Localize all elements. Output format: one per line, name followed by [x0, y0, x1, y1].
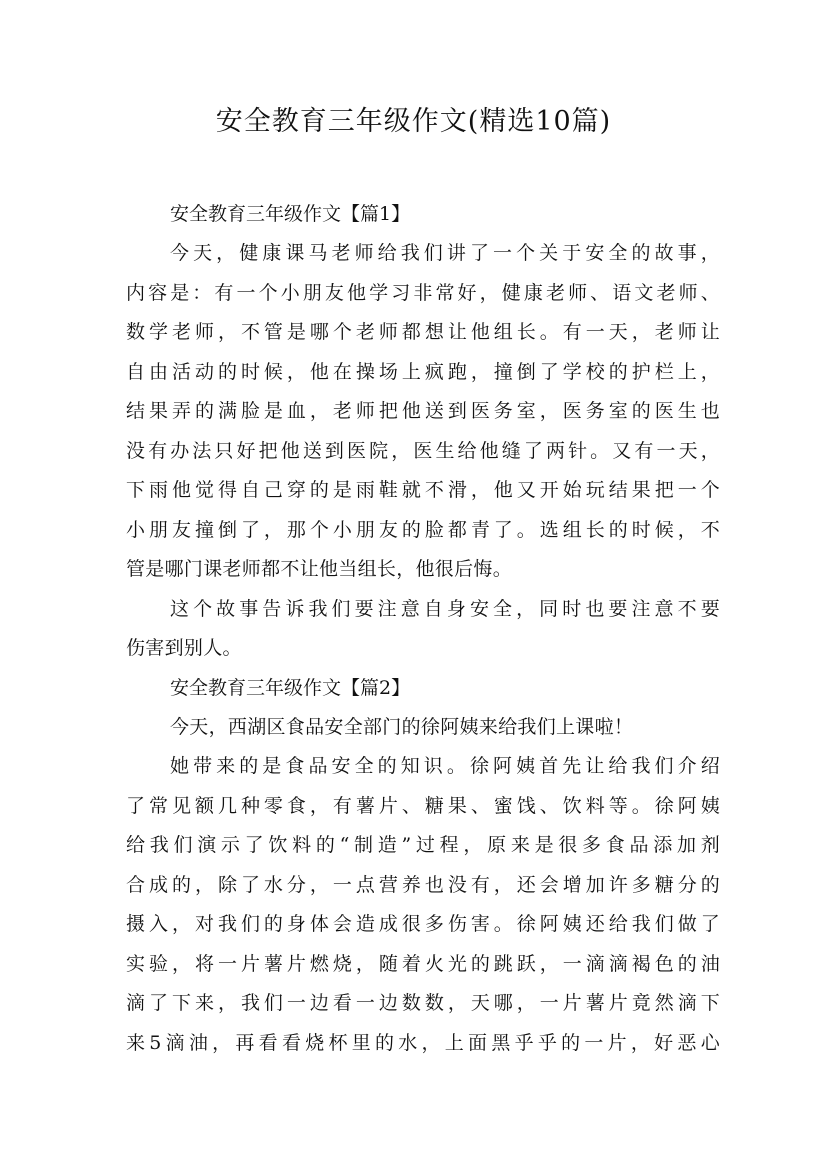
section-heading: 安全教育三年级作文【篇2】 [170, 676, 411, 699]
text-line: 伤害到别人。 [126, 637, 242, 659]
text-line: 今天，西湖区食品安全部门的徐阿姨来给我们上课啦！ [170, 715, 634, 738]
document-body [126, 195, 720, 1063]
text-line: 了常见额几种零食，有薯片、糖果、蜜饯、饮料等。徐阿姨 [126, 794, 720, 817]
section-2 [126, 669, 720, 1064]
text-line: 内容是：有一个小朋友他学习非常好，健康老师、语文老师、 [126, 281, 720, 304]
text-line: 摄入，对我们的身体会造成很多伤害。徐阿姨还给我们做了 [126, 913, 720, 935]
text-line: 实验，将一片薯片燃烧，随着火光的跳跃，一滴滴褐色的油 [126, 952, 720, 975]
text-line: 结果弄的满脸是血，老师把他送到医务室，医务室的医生也 [126, 400, 720, 422]
text-line: 自由活动的时候，他在操场上疯跑，撞倒了学校的护栏上， [126, 360, 720, 383]
text-line: 小朋友撞倒了，那个小朋友的脸都青了。选组长的时候，不 [126, 518, 720, 541]
paragraph [126, 590, 720, 669]
section-heading: 安全教育三年级作文【篇1】 [170, 203, 411, 225]
text-line: 下雨他觉得自己穿的是雨鞋就不滑，他又开始玩结果把一个 [126, 479, 720, 501]
text-line: 这个故事告诉我们要注意自身安全，同时也要注意不要 [170, 597, 720, 620]
text-line: 数学老师，不管是哪个老师都想让他组长。有一天，老师让 [126, 321, 720, 343]
paragraph [126, 747, 720, 1063]
text-line: 今天，健康课马老师给我们讲了一个关于安全的故事， [170, 242, 720, 264]
paragraph [126, 708, 720, 748]
text-line: 合成的，除了水分，一点营养也没有，还会增加许多糖分的 [126, 873, 720, 896]
text-line: 管是哪门课老师都不让他当组长，他很后悔。 [126, 558, 513, 580]
document-title: 安全教育三年级作文(精选10篇) [215, 106, 612, 137]
text-line: 来5滴油，再看看烧杯里的水，上面黑乎乎的一片，好恶心 [126, 1031, 720, 1054]
paragraph [126, 234, 720, 590]
text-line: 滴了下来，我们一边看一边数数，天哪，一片薯片竟然滴下 [126, 992, 720, 1014]
section-1 [126, 195, 720, 669]
text-line: 她带来的是食品安全的知识。徐阿姨首先让给我们介绍 [170, 755, 720, 777]
text-line: 没有办法只好把他送到医院，医生给他缝了两针。又有一天， [126, 439, 720, 462]
text-line: 给我们演示了饮料的“制造”过程，原来是很多食品添加剂 [126, 834, 720, 856]
